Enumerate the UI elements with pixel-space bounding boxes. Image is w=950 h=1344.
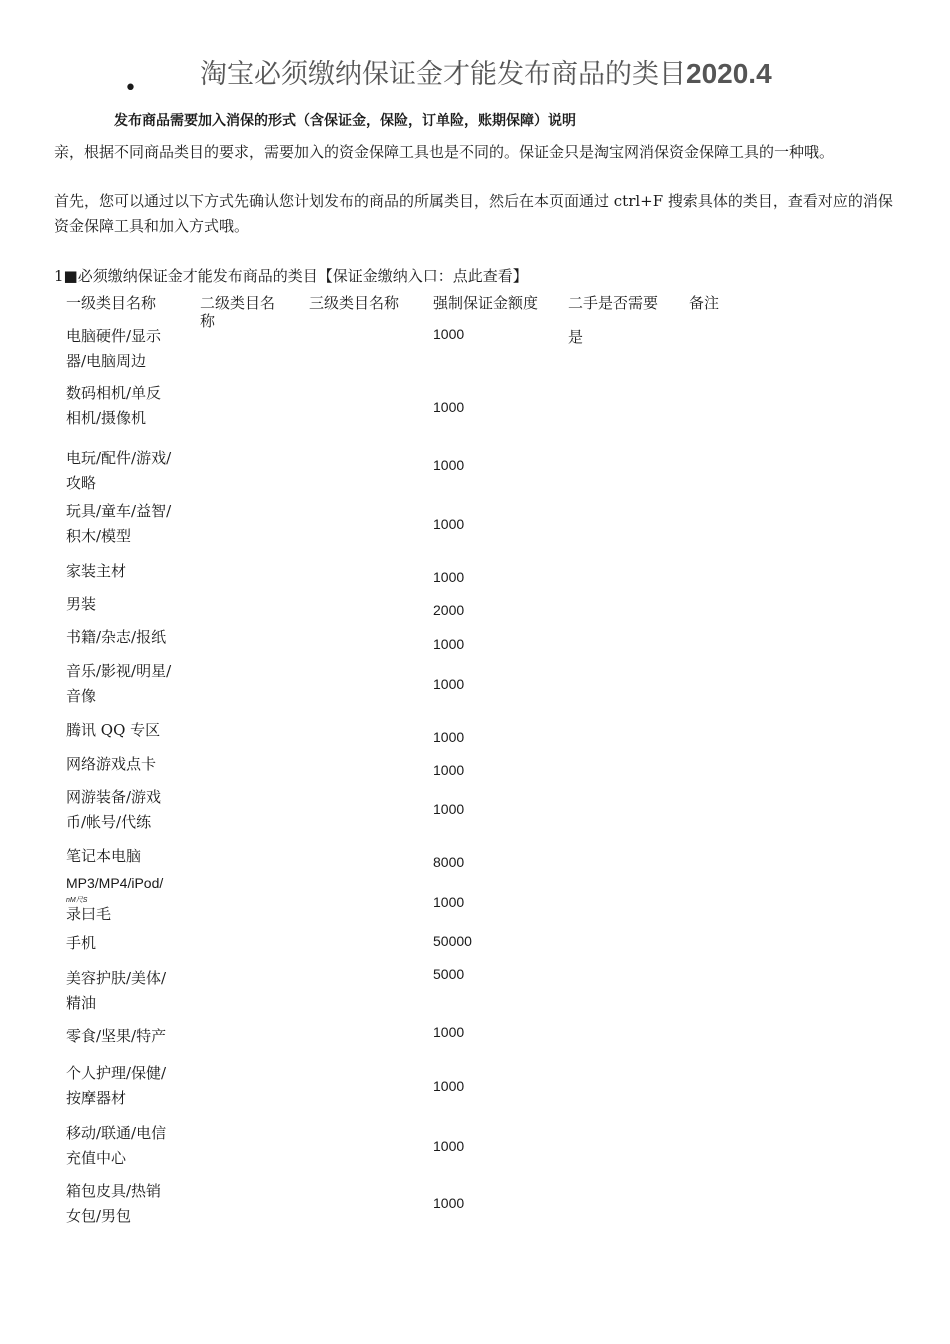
deposit-amount-14: 50000 [433, 933, 472, 949]
page-title-year: 2020.4 [686, 58, 772, 89]
deposit-amount-3: 1000 [433, 457, 465, 473]
deposit-amount-18: 1000 [433, 1138, 465, 1154]
deposit-amount-6: 2000 [433, 602, 465, 618]
category-row-5: 家装主材 [66, 562, 127, 580]
deposit-amount-15: 5000 [433, 966, 465, 982]
category-row-18: 移动/联通/电信 充值中心 [66, 1124, 167, 1167]
header-level3: 三级类目名称 [309, 294, 400, 312]
category-row-9: 腾讯 QQ 专区 [66, 721, 161, 739]
category-row-13: MP3/MP4/iPod/ nM尺S 录曰毛 [66, 871, 191, 927]
section-1-heading: 1■必须缴纳保证金才能发布商品的类目【保证金缴纳入口：点此查看】 [54, 267, 528, 285]
deposit-amount-13: 1000 [433, 894, 465, 910]
category-row-11: 网游装备/游戏 币/帐号/代练 [66, 788, 162, 831]
category-row-6: 男装 [66, 595, 97, 613]
category-row-1: 电脑硬件/显示 器/电脑周边 [66, 327, 162, 370]
category-row-4: 玩具/童车/益智/ 积木/模型 [66, 502, 172, 545]
deposit-amount-9: 1000 [433, 729, 465, 745]
intro-paragraph-2: 首先，您可以通过以下方式先确认您计划发布的商品的所属类目，然后在本页面通过 ctrl+F 搜索具体的类目，查看对应的消保资金保障工具和加入方式哦。 [54, 192, 893, 235]
category-row-17: 个人护理/保健/ 按摩器材 [66, 1064, 167, 1107]
deposit-amount-16: 1000 [433, 1024, 465, 1040]
deposit-amount-11: 1000 [433, 801, 465, 817]
category-row-7: 书籍/杂志/报纸 [66, 628, 167, 646]
deposit-amount-7: 1000 [433, 636, 465, 652]
category-row-2: 数码相机/单反 相机/摄像机 [66, 384, 162, 427]
deposit-amount-4: 1000 [433, 516, 465, 532]
deposit-amount-12: 8000 [433, 854, 465, 870]
category-row-10: 网络游戏点卡 [66, 755, 157, 773]
header-notes: 备注 [689, 294, 720, 312]
category-row-13-tiny: nM尺S [66, 897, 88, 904]
deposit-amount-17: 1000 [433, 1078, 465, 1094]
secondhand-value-1: 是 [568, 328, 584, 346]
page-subtitle: 发布商品需要加入消保的形式（含保证金，保险，订单险，账期保障）说明 [114, 113, 576, 129]
deposit-amount-8: 1000 [433, 676, 465, 692]
intro-paragraph-1: 亲，根据不同商品类目的要求，需要加入的资金保障工具也是不同的。保证金只是淘宝网消保资金保障工具的一种哦。 [54, 143, 835, 161]
category-row-15: 美容护肤/美体/ 精油 [66, 969, 167, 1012]
deposit-amount-1: 1000 [433, 326, 465, 342]
category-row-19: 箱包皮具/热销 女包/男包 [66, 1182, 162, 1225]
header-level1: 一级类目名称 [66, 294, 157, 312]
category-row-3: 电玩/配件/游戏/ 攻略 [66, 449, 172, 492]
deposit-amount-10: 1000 [433, 762, 465, 778]
deposit-amount-5: 1000 [433, 569, 465, 585]
header-deposit: 强制保证金额度 [433, 294, 539, 312]
category-row-16: 零食/坚果/特产 [66, 1027, 167, 1045]
category-row-14: 手机 [66, 934, 97, 952]
category-row-12: 笔记本电脑 [66, 847, 142, 865]
deposit-amount-2: 1000 [433, 399, 465, 415]
deposit-amount-19: 1000 [433, 1195, 465, 1211]
header-secondhand: 二手是否需要 [568, 294, 659, 312]
header-level2: 二级类目名称 [200, 294, 276, 330]
bullet-marker: • [124, 76, 137, 101]
page-title [200, 52, 772, 91]
category-row-8: 音乐/影视/明星/ 音像 [66, 662, 172, 705]
page-title-text: 淘宝必须缴纳保证金才能发布商品的类目 [200, 59, 686, 90]
